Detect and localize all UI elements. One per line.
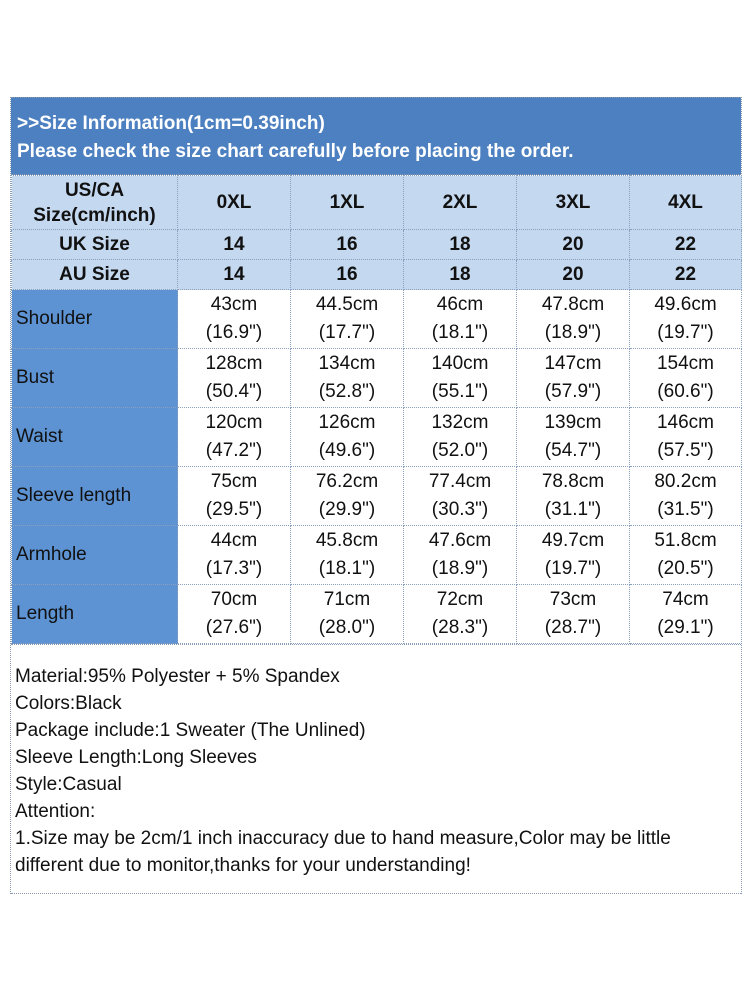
uk-size-value: 20 (517, 230, 630, 260)
measurement-cm: 51.8cm (654, 530, 717, 551)
measurement-inch: (19.7") (657, 322, 714, 343)
measurement-row (12, 467, 742, 526)
sleeve-length-text: Sleeve Length:Long Sleeves (15, 747, 257, 768)
measurement-cm: 132cm (431, 412, 489, 433)
measurement-cm: 126cm (318, 412, 376, 433)
measurement-inch: (49.6") (318, 440, 376, 461)
au-size-value: 20 (517, 260, 630, 290)
size-header-row (12, 176, 742, 230)
measurement-inch: (28.7") (544, 617, 602, 638)
measurement-cm: 70cm (210, 589, 258, 610)
measurement-cell (291, 526, 404, 585)
measurement-inch: (16.9") (205, 322, 263, 343)
measurement-cell (404, 349, 517, 408)
measurement-inch: (17.3") (205, 558, 263, 579)
product-notes (11, 644, 741, 894)
measurement-row (12, 349, 742, 408)
measurement-inch: (52.8") (318, 381, 376, 402)
measurement-cm: 75cm (210, 471, 258, 492)
measurement-cell (291, 290, 404, 349)
measurement-cm: 76.2cm (315, 471, 379, 492)
measurement-cell (291, 585, 404, 644)
size-table (11, 175, 742, 644)
measurement-cell (517, 526, 630, 585)
measurement-inch: (30.3") (431, 499, 489, 520)
measurement-inch: (55.1") (431, 381, 489, 402)
measurement-inch: (17.7") (318, 322, 376, 343)
measurement-cm: 43cm (210, 294, 258, 315)
measurement-cm: 47.6cm (428, 530, 492, 551)
measurement-cm: 44cm (210, 530, 258, 551)
style-text: Style:Casual (15, 774, 122, 795)
measurement-inch: (54.7") (544, 440, 602, 461)
measurement-cm: 147cm (544, 353, 602, 374)
measurement-cm: 44.5cm (315, 294, 379, 315)
measurement-label: Waist (12, 408, 178, 467)
measurement-inch: (18.1") (431, 322, 489, 343)
colors-text: Colors:Black (15, 693, 122, 714)
measurement-cell (404, 467, 517, 526)
uk-size-value: 16 (291, 230, 404, 260)
measurement-row (12, 585, 742, 644)
measurement-cell (178, 467, 291, 526)
size-column-header: 3XL (517, 176, 630, 230)
size-info-banner (11, 97, 741, 175)
uk-size-value: 18 (404, 230, 517, 260)
measurement-inch: (29.5") (205, 499, 263, 520)
measurement-cm: 120cm (205, 412, 263, 433)
measurement-label: Sleeve length (12, 467, 178, 526)
au-size-value: 22 (630, 260, 742, 290)
au-size-value: 14 (178, 260, 291, 290)
measurement-inch: (28.3") (431, 617, 489, 638)
measurement-inch: (18.9") (431, 558, 489, 579)
measurement-inch: (19.7") (544, 558, 602, 579)
measurement-cell (517, 467, 630, 526)
measurement-cm: 134cm (318, 353, 376, 374)
measurement-cm: 139cm (544, 412, 602, 433)
attention-note: 1.Size may be 2cm/1 inch inaccuracy due to hand measure,Color may be little different due to monitor,thanks for your understanding! (15, 828, 671, 876)
size-column-header: 0XL (178, 176, 291, 230)
banner-instruction: Please check the size chart carefully before placing the order. (17, 141, 574, 162)
measurement-cell (178, 349, 291, 408)
measurement-inch: (20.5") (657, 558, 714, 579)
measurement-cell (517, 290, 630, 349)
measurement-inch: (18.1") (318, 558, 376, 579)
measurement-cm: 146cm (656, 412, 715, 433)
measurement-cell (517, 585, 630, 644)
measurement-cell (630, 408, 742, 467)
measurement-cm: 73cm (549, 589, 597, 610)
package-text: Package include:1 Sweater (The Unlined) (15, 720, 366, 741)
size-corner-label: US/CA Size(cm/inch) (12, 176, 178, 230)
measurement-cell (178, 408, 291, 467)
measurement-cm: 80.2cm (654, 471, 717, 492)
measurement-cm: 45.8cm (315, 530, 379, 551)
measurement-cm: 47.8cm (541, 294, 605, 315)
size-column-header: 2XL (404, 176, 517, 230)
measurement-cm: 71cm (323, 589, 371, 610)
attention-label: Attention: (15, 801, 96, 822)
size-column-header: 4XL (630, 176, 742, 230)
measurement-cm: 72cm (436, 589, 484, 610)
measurement-cell (291, 349, 404, 408)
measurement-inch: (60.6") (657, 381, 714, 402)
measurement-row (12, 290, 742, 349)
measurement-inch: (28.0") (318, 617, 376, 638)
measurement-inch: (31.5") (657, 499, 714, 520)
measurement-cm: 140cm (431, 353, 489, 374)
uk-size-value: 22 (630, 230, 742, 260)
measurement-cm: 128cm (205, 353, 263, 374)
measurement-cell (404, 585, 517, 644)
material-text: Material:95% Polyester + 5% Spandex (15, 666, 340, 687)
uk-size-row (12, 230, 742, 260)
measurement-row (12, 526, 742, 585)
measurement-cell (178, 290, 291, 349)
measurement-inch: (27.6") (205, 617, 263, 638)
measurement-cell (630, 349, 742, 408)
measurement-cm: 49.7cm (541, 530, 605, 551)
measurement-cell (517, 349, 630, 408)
size-chart (10, 97, 742, 894)
measurement-inch: (47.2") (205, 440, 263, 461)
measurement-label: Shoulder (12, 290, 178, 349)
measurement-cell (291, 408, 404, 467)
measurement-inch: (57.9") (544, 381, 602, 402)
measurement-cell (178, 526, 291, 585)
measurement-cm: 49.6cm (654, 294, 717, 315)
measurement-cm: 77.4cm (428, 471, 492, 492)
measurement-inch: (52.0") (431, 440, 489, 461)
measurement-rows (12, 290, 742, 644)
measurement-cell (630, 585, 742, 644)
measurement-cell (630, 290, 742, 349)
measurement-inch: (57.5") (657, 440, 714, 461)
measurement-label: Length (12, 585, 178, 644)
au-size-value: 18 (404, 260, 517, 290)
measurement-cell (404, 290, 517, 349)
uk-size-value: 14 (178, 230, 291, 260)
au-size-value: 16 (291, 260, 404, 290)
measurement-cell (630, 526, 742, 585)
measurement-label: Bust (12, 349, 178, 408)
measurement-label: Armhole (12, 526, 178, 585)
measurement-cell (517, 408, 630, 467)
banner-title: >>Size Information(1cm=0.39inch) (17, 113, 325, 134)
measurement-cm: 46cm (436, 294, 484, 315)
measurement-cell (630, 467, 742, 526)
measurement-row (12, 408, 742, 467)
measurement-cell (404, 526, 517, 585)
measurement-cell (291, 467, 404, 526)
size-column-header: 1XL (291, 176, 404, 230)
measurement-cm: 74cm (662, 589, 709, 610)
measurement-cm: 78.8cm (541, 471, 605, 492)
au-size-row (12, 260, 742, 290)
measurement-inch: (50.4") (205, 381, 263, 402)
measurement-cm: 154cm (656, 353, 715, 374)
measurement-inch: (18.9") (544, 322, 602, 343)
au-size-label: AU Size (12, 260, 178, 290)
measurement-inch: (31.1") (544, 499, 602, 520)
measurement-cell (404, 408, 517, 467)
measurement-cell (178, 585, 291, 644)
measurement-inch: (29.1") (657, 617, 714, 638)
uk-size-label: UK Size (12, 230, 178, 260)
measurement-inch: (29.9") (318, 499, 376, 520)
